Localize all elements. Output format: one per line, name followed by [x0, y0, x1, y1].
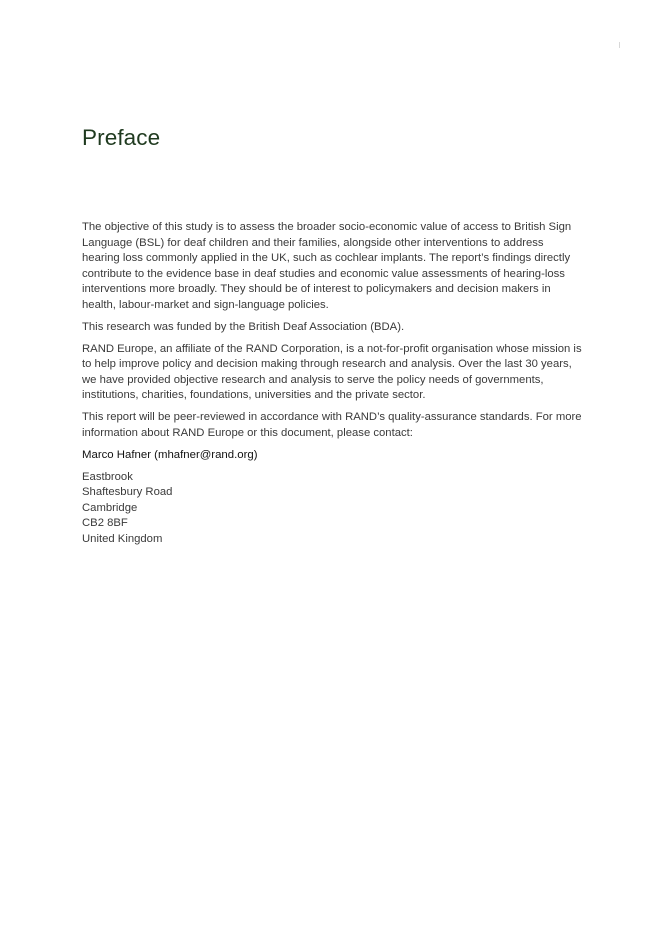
page-title: Preface — [82, 125, 161, 150]
paragraph-funding: This research was funded by the British Deaf Association (BDA). — [82, 320, 405, 333]
contact-address — [82, 470, 582, 548]
address-line: United Kingdom — [82, 532, 163, 545]
paragraph-rand-europe: RAND Europe, an affiliate of the RAND Corporation, is a not-for-profit organisation whose mission is to help improve policy and decision making through research and analysis. Over the last 30 years, we have provided objective research and analysis to serve the policy needs of governments, institutions, charities, foundations, universities and the private sector. — [82, 342, 582, 401]
paragraph-objective: The objective of this study is to assess the broader socio-economic value of access to British Sign Language (BSL) for deaf children and their families, alongside other interventions to address hearing loss commonly applied in the UK, such as cochlear implants. The report’s findings directly contribute to the evidence base in deaf studies and economic value assessments of hearing-loss interventions more broadly. They should be of interest to policymakers and decision makers in health, labour-market and sign-language policies. — [82, 221, 572, 311]
address-line: Shaftesbury Road — [82, 486, 173, 498]
contact-name: Marco Hafner (mhafner@rand.org) — [82, 448, 258, 461]
paragraph-peer-review: This report will be peer-reviewed in accordance with RAND’s quality-assurance standards. For more information about RAND Europe or this document, please contact: — [82, 411, 582, 439]
address-line: Eastbrook — [82, 470, 133, 483]
page-corner-mark — [619, 42, 620, 48]
address-line: Cambridge — [82, 501, 138, 514]
address-line: CB2 8BF — [82, 517, 128, 529]
preface-body — [82, 220, 582, 554]
